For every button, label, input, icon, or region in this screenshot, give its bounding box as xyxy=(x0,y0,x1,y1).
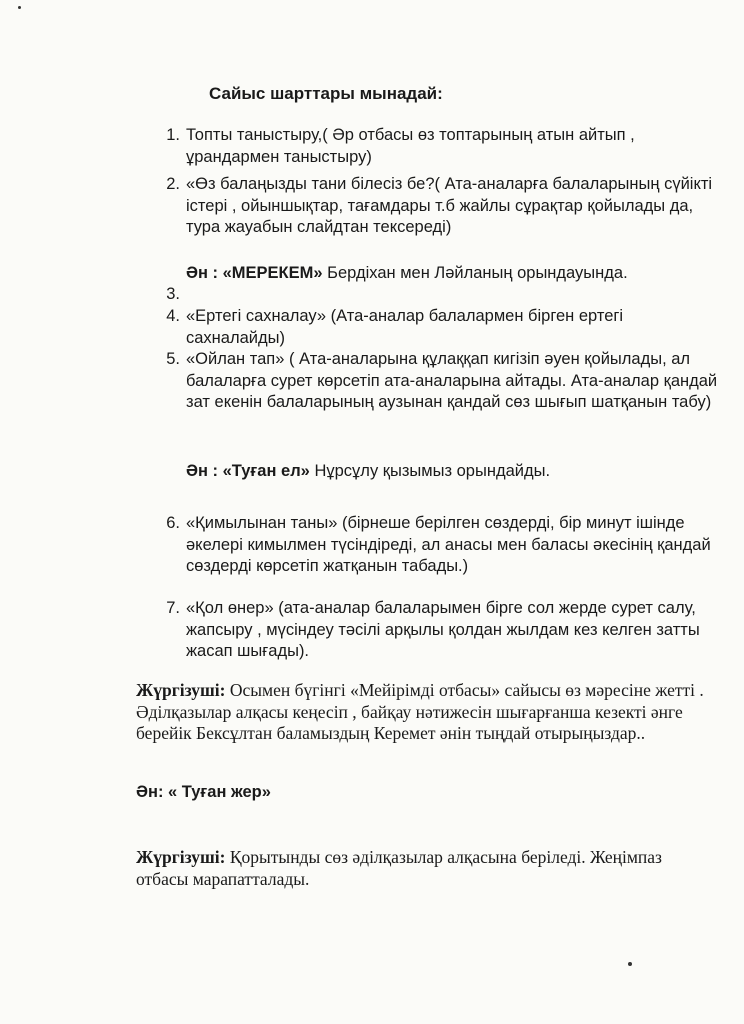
list-item xyxy=(160,306,720,349)
song-performer: Нұрсұлу қызымыз орындайды. xyxy=(314,462,551,480)
host-paragraph xyxy=(136,680,716,745)
list-item xyxy=(160,349,720,414)
list-item-number: 1. xyxy=(166,126,180,144)
list-item-text: «Қимылынан таны» (бірнеше берілген сөздерді, бір минут ішінде әкелері кимылмен түсіндіреді, ал анасы мен баласы әкесінің қандай сөздерді көрсетіп жатқанын табады.) xyxy=(186,514,711,575)
list-item xyxy=(160,598,720,663)
host-text: Қорытынды сөз әділқазылар алқасына беріледі. Жеңімпаз отбасы марапатталады. xyxy=(136,847,662,889)
song-label: Ән : xyxy=(186,264,219,282)
host-label: Жүргізуші: xyxy=(136,847,226,867)
song-title: «МЕРЕКЕМ» xyxy=(222,264,323,282)
list-item xyxy=(160,125,720,168)
list-item-number: 2. xyxy=(166,175,180,193)
host-paragraph xyxy=(136,847,716,890)
host-label: Жүргізуші: xyxy=(136,680,226,700)
list-item xyxy=(160,513,720,578)
list-item xyxy=(160,174,720,239)
song-label: Ән : xyxy=(186,462,219,480)
scan-speck xyxy=(628,962,632,966)
song-line xyxy=(186,264,628,283)
list-item-number: 3. xyxy=(166,285,180,303)
scan-speck xyxy=(18,6,21,9)
list-item-text: «Өз балаңызды тани білесіз бе?( Ата-аналарға балаларының сүйікті істері , ойыншықтар, тағамдары т.б жайлы сұрақтар қойылады да, тура жауабын слайдтан тексереді) xyxy=(186,175,713,236)
host-text: Осымен бүгінгі «Мейірімді отбасы» сайысы өз мәресіне жетті . Әділқазылар алқасы кеңесіп , байқау нәтижесін шығарғанша кезекті әнге берейік Бексұлтан баламыздың Керемет әнін тыңдай отырыңыздар.. xyxy=(136,680,704,743)
list-item-number: 6. xyxy=(166,514,180,532)
list-item-number: 5. xyxy=(166,350,180,368)
list-item-text: «Ертегі сахналау» (Ата-аналар балалармен бірген ертегі сахналайды) xyxy=(186,307,624,347)
song-line xyxy=(186,462,550,481)
closing-song-line: Ән: « Туған жер» xyxy=(136,783,271,801)
list-item-number: 7. xyxy=(166,599,180,617)
list-item-text: «Қол өнер» (ата-аналар балаларымен бірге сол жерде сурет салу, жапсыру , мүсіндеу тәсілі арқылы қолдан жылдам кез келген затты жасап шығады). xyxy=(186,599,700,660)
page-heading: Сайыс шарттары мынадай: xyxy=(209,84,443,103)
list-item-text: «Ойлан тап» ( Ата-аналарына құлаққап кигізіп әуен қойылады, ал балаларға сурет көрсетіп ата-аналарына айтады. Ата-аналар қандай зат екенін балаларының аузынан қандай сөз шығып шатқанын табу) xyxy=(186,350,718,411)
list-item-text: Топты таныстыру,( Әр отбасы өз топтарының атын айтып , ұрандармен таныстыру) xyxy=(186,126,635,166)
list-item-number: 4. xyxy=(166,307,180,325)
song-title: «Туған ел» xyxy=(222,462,310,480)
song-performer: Бердіхан мен Ләйланың орындауында. xyxy=(327,264,628,282)
